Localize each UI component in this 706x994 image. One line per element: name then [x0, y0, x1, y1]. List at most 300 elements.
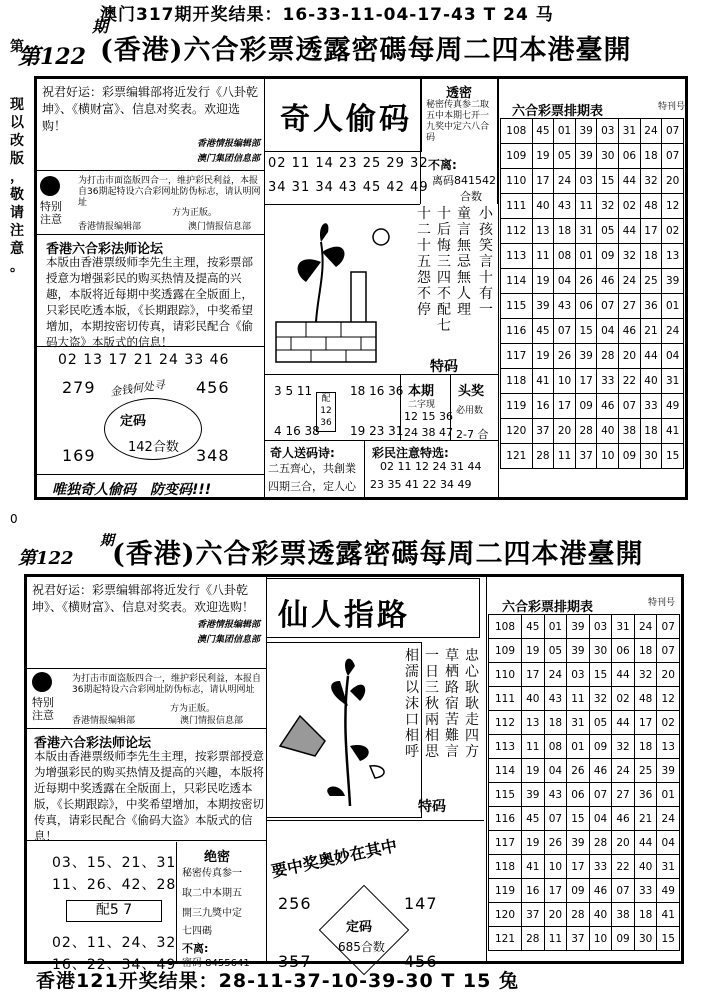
schedule-number-cell: 44 [640, 344, 662, 369]
schedule-number-cell: 19 [532, 144, 554, 169]
notice-text: 祝君好运：彩票编辑部将近发行《八卦乾坤》、《横财富》、信息对奖表。欢迎选购！ [32, 583, 255, 614]
schedule-number-cell: 33 [640, 394, 662, 419]
divider [498, 76, 499, 500]
divider [266, 820, 484, 821]
pei-box: 配5 7 [66, 900, 162, 922]
schedule-number-cell: 11 [575, 194, 597, 219]
schedule-number-cell: 17 [640, 219, 662, 244]
schedule-number-cell: 09 [575, 394, 597, 419]
schedule-number-cell: 28 [575, 419, 597, 444]
schedule-number-cell: 37 [567, 927, 590, 951]
pair-left-1: 3 5 11 [274, 384, 313, 398]
schedule-number-cell: 39 [532, 294, 554, 319]
schedule-row [489, 759, 680, 783]
schedule-row [501, 294, 684, 319]
benqi-sub: 二字现 [408, 400, 436, 410]
leak-title-bottom: 绝密 [204, 850, 231, 865]
schedule-number-cell: 08 [544, 735, 567, 759]
schedule-number-cell: 30 [589, 639, 612, 663]
schedule-number-cell: 07 [619, 394, 641, 419]
schedule-number-cell: 01 [662, 294, 684, 319]
schedule-number-cell: 08 [554, 244, 576, 269]
forum-body: 本版由香港票级师李先生主理，按彩票部授意为增强彩民的购买热情及提高的兴趣，本版将近每期中奖透露在全版面上，只彩民吃透本版，《长期跟踪》，中奖希望增加，本期按密切传真，请彩民配合《偷码大盗》本版式的信息！ [46, 255, 253, 349]
schedule-number-cell: 07 [657, 615, 680, 639]
schedule-number-cell: 33 [634, 879, 657, 903]
schedule-row [501, 269, 684, 294]
divider [26, 728, 266, 729]
special-sign-2: 澳门情报信息部 [188, 222, 252, 232]
schedule-number-cell: 10 [589, 927, 612, 951]
schedule-number-cell: 31 [657, 855, 680, 879]
schedule-number-cell: 45 [522, 615, 545, 639]
divider [486, 574, 487, 964]
schedule-number-cell: 01 [554, 119, 576, 144]
schedule-number-cell: 11 [554, 444, 576, 469]
schedule-number-cell: 19 [522, 639, 545, 663]
schedule-number-cell: 39 [522, 783, 545, 807]
schedule-row [501, 394, 684, 419]
schedule-number-cell: 26 [554, 344, 576, 369]
schedule-number-cell: 39 [662, 269, 684, 294]
schedule-number-cell: 18 [640, 144, 662, 169]
schedule-number-cell: 36 [634, 783, 657, 807]
leak-bl-bottom: 不离: [182, 942, 209, 955]
schedule-issue-cell: 108 [501, 119, 533, 144]
schedule-number-cell: 06 [575, 294, 597, 319]
schedule-number-cell: 17 [532, 169, 554, 194]
schedule-number-cell: 32 [597, 194, 619, 219]
poem2-b: 四期三合，定人心 [268, 480, 356, 493]
schedule-number-cell: 40 [589, 903, 612, 927]
schedule-number-cell: 44 [634, 831, 657, 855]
schedule-issue-cell: 112 [501, 219, 533, 244]
schedule-issue-cell: 110 [501, 169, 533, 194]
schedule-number-cell: 41 [662, 419, 684, 444]
ring-number-4: 348 [196, 446, 230, 465]
schedule-number-cell: 19 [522, 759, 545, 783]
schedule-number-cell: 07 [612, 879, 635, 903]
schedule-row [489, 615, 680, 639]
schedule-number-cell: 28 [532, 444, 554, 469]
schedule-table-bottom [488, 614, 680, 951]
schedule-number-cell: 17 [554, 394, 576, 419]
poem-col-2: 童言無忌無人理 [457, 206, 471, 318]
schedule-number-cell: 07 [657, 639, 680, 663]
bottom-poem-col-1: 忠心耿耿走四方 [465, 648, 479, 760]
schedule-number-cell: 43 [554, 294, 576, 319]
schedule-number-cell: 24 [619, 269, 641, 294]
divider [264, 76, 265, 500]
schedule-number-cell: 18 [544, 711, 567, 735]
schedule-row [501, 319, 684, 344]
special-sel-1: 02 11 12 24 31 44 [380, 460, 482, 473]
schedule-number-cell: 12 [657, 687, 680, 711]
bottom-poem-col-2: 草栖路宿苦難言 [445, 648, 459, 760]
schedule-number-cell: 02 [657, 711, 680, 735]
schedule-number-cell: 03 [575, 169, 597, 194]
forum-numbers: 02 13 17 21 24 33 46 [58, 352, 230, 368]
schedule-row [501, 219, 684, 244]
leak-line-2: 取二中本期五 [182, 888, 242, 899]
schedule-number-cell: 32 [634, 663, 657, 687]
notice-top [42, 84, 260, 165]
bottom-ring-3: 357 [278, 952, 312, 971]
schedule-issue-cell: 114 [489, 759, 522, 783]
schedule-number-cell: 39 [567, 831, 590, 855]
notice-text: 祝君好运：彩票编辑部将近发行《八卦乾坤》、《横财富》、信息对奖表。欢迎选购！ [42, 85, 259, 133]
schedule-issue-cell: 118 [489, 855, 522, 879]
schedule-row [489, 831, 680, 855]
schedule-number-cell: 10 [597, 444, 619, 469]
special-legal: 方为正版。 [170, 704, 216, 714]
schedule-number-cell: 31 [612, 615, 635, 639]
leak-sum: 合数 [460, 190, 482, 203]
schedule-number-cell: 46 [597, 269, 619, 294]
schedule-number-cell: 44 [612, 663, 635, 687]
divider [34, 234, 264, 235]
schedule-row [501, 419, 684, 444]
schedule-row [501, 194, 684, 219]
schedule-number-cell: 20 [619, 344, 641, 369]
schedule-number-cell: 43 [544, 687, 567, 711]
schedule-number-cell: 16 [532, 394, 554, 419]
schedule-number-cell: 09 [619, 444, 641, 469]
issue-label: 期 [92, 17, 109, 36]
schedule-row [489, 855, 680, 879]
schedule-number-cell: 46 [597, 394, 619, 419]
schedule-issue-cell: 120 [501, 419, 533, 444]
schedule-number-cell: 32 [619, 244, 641, 269]
forum-title: 香港六合彩法师论坛 [34, 736, 152, 751]
schedule-number-cell: 13 [662, 244, 684, 269]
schedule-number-cell: 46 [589, 759, 612, 783]
ring-number-3: 169 [62, 446, 96, 465]
schedule-issue-cell: 118 [501, 369, 533, 394]
headline-top: (香港)六合彩票透露密碼每周二四本港臺開 [100, 35, 632, 66]
schedule-row [489, 663, 680, 687]
bottom-ding-count: 685合数 [338, 940, 385, 954]
divider [34, 474, 264, 475]
schedule-issue-cell: 111 [489, 687, 522, 711]
schedule-number-cell: 39 [575, 144, 597, 169]
schedule-number-cell: 06 [567, 783, 590, 807]
special-text: 为打击市面盗版四合一，维护彩民利益，本报自36期起特设六合彩网址防伪标志，请认明网址 [72, 674, 262, 695]
bottom-ding-label: 定码 [346, 920, 373, 935]
schedule-issue-cell: 115 [501, 294, 533, 319]
schedule-number-cell: 09 [567, 879, 590, 903]
schedule-number-cell: 15 [662, 444, 684, 469]
schedule-number-cell: 11 [522, 735, 545, 759]
num-row-1: 02 11 14 23 25 29 32 [268, 156, 429, 171]
divider [26, 668, 266, 669]
schedule-number-cell: 37 [532, 419, 554, 444]
schedule-number-cell: 07 [662, 144, 684, 169]
schedule-number-cell: 18 [554, 219, 576, 244]
special-sel-title: 彩民注意特选: [372, 446, 449, 460]
schedule-number-cell: 43 [544, 783, 567, 807]
schedule-number-cell: 28 [522, 927, 545, 951]
notice-bottom [32, 582, 260, 646]
schedule-number-cell: 38 [619, 419, 641, 444]
schedule-number-cell: 01 [567, 735, 590, 759]
schedule-number-cell: 40 [522, 687, 545, 711]
bottom-result-banner: 香港121开奖结果：28-11-37-10-39-30 T 15 兔 [36, 970, 519, 992]
schedule-row [489, 783, 680, 807]
schedule-issue-cell: 121 [501, 444, 533, 469]
leak-line-1: 秘密传真参一 [182, 868, 242, 879]
schedule-number-cell: 32 [612, 735, 635, 759]
schedule-number-cell: 19 [532, 269, 554, 294]
schedule-number-cell: 10 [544, 855, 567, 879]
schedule-number-cell: 05 [589, 711, 612, 735]
ring-number-1: 279 [62, 378, 96, 397]
leak-code: 离码841542 [432, 174, 496, 187]
schedule-number-cell: 22 [619, 369, 641, 394]
schedule-row [501, 169, 684, 194]
schedule-number-cell: 20 [612, 831, 635, 855]
schedule-number-cell: 17 [544, 879, 567, 903]
divider [264, 374, 498, 375]
bottom-nums-c: 02、11、24、32 [52, 935, 177, 951]
divider [400, 374, 401, 440]
schedule-number-cell: 31 [619, 119, 641, 144]
schedule-number-cell: 19 [522, 831, 545, 855]
schedule-table-top [500, 118, 684, 469]
schedule-number-cell: 05 [554, 144, 576, 169]
schedule-number-cell: 31 [662, 369, 684, 394]
leak-line-3: 開三九獎中定 [182, 908, 242, 919]
schedule-number-cell: 33 [589, 855, 612, 879]
schedule-row [501, 144, 684, 169]
plant-wall-illustration [266, 212, 406, 372]
issue-label-bottom: 期 [100, 533, 114, 549]
special-code-bottom: 特码 [418, 799, 446, 815]
divider [34, 346, 264, 347]
schedule-number-cell: 20 [657, 663, 680, 687]
schedule-number-cell: 11 [532, 244, 554, 269]
schedule-row [501, 369, 684, 394]
schedule-number-cell: 06 [612, 639, 635, 663]
issue-number: 第122 [18, 44, 86, 70]
schedule-number-cell: 24 [544, 663, 567, 687]
schedule-number-cell: 15 [597, 169, 619, 194]
issue-number-bottom: 第122 [18, 548, 74, 569]
schedule-number-cell: 03 [589, 615, 612, 639]
leak-bl: 不离: [428, 158, 457, 172]
schedule-number-cell: 07 [662, 119, 684, 144]
schedule-title-bottom: 六合彩票排期表 [502, 600, 594, 615]
schedule-issue-cell: 120 [489, 903, 522, 927]
schedule-issue-cell: 119 [501, 394, 533, 419]
schedule-number-cell: 07 [597, 294, 619, 319]
schedule-number-cell: 11 [544, 927, 567, 951]
schedule-number-cell: 18 [634, 903, 657, 927]
schedule-number-cell: 09 [612, 927, 635, 951]
schedule-number-cell: 11 [567, 687, 590, 711]
pair-right-1: 18 16 36 [350, 384, 404, 398]
schedule-issue-cell: 117 [489, 831, 522, 855]
tou-title: 头奖 [458, 384, 485, 399]
schedule-number-cell: 37 [522, 903, 545, 927]
schedule-number-cell: 18 [640, 419, 662, 444]
schedule-number-cell: 15 [567, 807, 590, 831]
schedule-number-cell: 49 [662, 394, 684, 419]
pair-box: 配 12 36 [316, 392, 336, 432]
leak-code-bottom: 密码 8455641 [182, 958, 250, 969]
schedule-number-cell: 40 [532, 194, 554, 219]
schedule-issue-cell: 113 [501, 244, 533, 269]
schedule-number-cell: 31 [575, 219, 597, 244]
schedule-issue-cell: 116 [489, 807, 522, 831]
schedule-number-cell: 27 [619, 294, 641, 319]
schedule-number-cell: 09 [589, 735, 612, 759]
bottom-ring-4: 456 [404, 952, 438, 971]
schedule-number-cell: 24 [612, 759, 635, 783]
bomb-icon [32, 672, 52, 692]
schedule-number-cell: 24 [657, 807, 680, 831]
schedule-issue-cell: 112 [489, 711, 522, 735]
schedule-badge-top: 特刊号 [658, 102, 686, 112]
schedule-number-cell: 12 [662, 194, 684, 219]
schedule-title-top: 六合彩票排期表 [512, 104, 604, 119]
special-sign-1: 香港情报编辑部 [72, 716, 136, 726]
schedule-badge-bottom: 特刊号 [648, 598, 676, 608]
ring-ding-count: 142合数 [128, 440, 179, 455]
schedule-row [489, 903, 680, 927]
schedule-number-cell: 03 [597, 119, 619, 144]
schedule-number-cell: 17 [575, 369, 597, 394]
schedule-number-cell: 17 [567, 855, 590, 879]
arc-text: 要中奖奥妙在其中 [269, 835, 399, 882]
bottom-poem-col-3: 一日三秋兩相思 [425, 648, 439, 760]
schedule-number-cell: 15 [657, 927, 680, 951]
schedule-number-cell: 04 [662, 344, 684, 369]
schedule-number-cell: 04 [554, 269, 576, 294]
schedule-number-cell: 32 [589, 687, 612, 711]
schedule-number-cell: 21 [640, 319, 662, 344]
schedule-number-cell: 41 [657, 903, 680, 927]
notice-sign-2: 澳门集团信息部 [196, 154, 260, 164]
schedule-number-cell: 37 [575, 444, 597, 469]
poem-col-3: 十后悔三四不配七 [437, 206, 451, 334]
schedule-number-cell: 15 [575, 319, 597, 344]
schedule-number-cell: 30 [634, 927, 657, 951]
tou-val: 2-7 合 [456, 428, 489, 441]
schedule-number-cell: 28 [597, 344, 619, 369]
schedule-number-cell: 09 [597, 244, 619, 269]
schedule-number-cell: 17 [634, 711, 657, 735]
bottom-nums-a: 03、15、21、31 [52, 855, 177, 871]
side-notice: 第 现 以 改 版 ， 敬 请 注 意 。 [10, 39, 24, 275]
schedule-number-cell: 39 [657, 759, 680, 783]
schedule-number-cell: 10 [554, 369, 576, 394]
schedule-number-cell: 15 [589, 663, 612, 687]
benqi-title: 本期 [408, 384, 435, 399]
divider [450, 374, 451, 440]
schedule-number-cell: 04 [544, 759, 567, 783]
schedule-number-cell: 39 [575, 344, 597, 369]
schedule-number-cell: 44 [619, 169, 641, 194]
schedule-number-cell: 19 [532, 344, 554, 369]
schedule-number-cell: 04 [597, 319, 619, 344]
tree-rock-illustration [270, 646, 418, 814]
leak-line-4: 七四碼 [182, 926, 212, 937]
schedule-number-cell: 40 [634, 855, 657, 879]
schedule-number-cell: 20 [554, 419, 576, 444]
divider [264, 440, 498, 441]
divider [26, 840, 266, 841]
schedule-row [489, 927, 680, 951]
schedule-number-cell: 28 [567, 903, 590, 927]
schedule-number-cell: 46 [612, 807, 635, 831]
schedule-number-cell: 17 [522, 663, 545, 687]
poem-col-4: 十二十五怨不停 [417, 206, 431, 318]
schedule-row [489, 687, 680, 711]
schedule-number-cell: 07 [589, 783, 612, 807]
schedule-row [489, 879, 680, 903]
schedule-number-cell: 46 [619, 319, 641, 344]
schedule-issue-cell: 109 [501, 144, 533, 169]
schedule-row [501, 444, 684, 469]
schedule-number-cell: 38 [612, 903, 635, 927]
ring-ding-label: 定码 [120, 414, 147, 429]
schedule-number-cell: 24 [634, 615, 657, 639]
schedule-number-cell: 26 [575, 269, 597, 294]
benqi-nums-1: 12 15 36 [404, 410, 453, 423]
schedule-number-cell: 01 [575, 244, 597, 269]
divider [34, 170, 264, 171]
schedule-number-cell: 32 [640, 169, 662, 194]
bottom-poem-col-4: 相濡以沫口相呼 [405, 648, 419, 760]
schedule-issue-cell: 116 [501, 319, 533, 344]
schedule-number-cell: 25 [640, 269, 662, 294]
schedule-number-cell: 41 [522, 855, 545, 879]
schedule-issue-cell: 110 [489, 663, 522, 687]
special-text: 为打击市面盗版四合一，维护彩民利益，本报自36期起特设六合彩网址防伪标志，请认明网址 [78, 176, 261, 208]
schedule-number-cell: 07 [544, 807, 567, 831]
schedule-number-cell: 26 [567, 759, 590, 783]
schedule-issue-cell: 117 [501, 344, 533, 369]
schedule-issue-cell: 121 [489, 927, 522, 951]
schedule-number-cell: 39 [567, 615, 590, 639]
forum-title: 香港六合彩法师论坛 [46, 242, 164, 257]
schedule-number-cell: 18 [634, 735, 657, 759]
schedule-issue-cell: 114 [501, 269, 533, 294]
special-label: 特别注意 [32, 696, 54, 722]
schedule-number-cell: 39 [567, 639, 590, 663]
ring-arc-text: 金钱何处寻 [109, 378, 166, 399]
slogan: 唯独奇人偷码 防变码!!! [52, 482, 212, 498]
schedule-number-cell: 43 [554, 194, 576, 219]
leak-text: 秘密传真参二取五中本期七开一九奖中定六八合码 [426, 100, 490, 143]
divider [264, 204, 420, 205]
schedule-number-cell: 22 [612, 855, 635, 879]
margin-mark: 0 [10, 512, 18, 526]
poem2-a: 二五齊心，共創業 [268, 462, 356, 475]
schedule-number-cell: 48 [640, 194, 662, 219]
poem-col-1: 小孩笑言十有一 [479, 206, 493, 318]
schedule-row [501, 244, 684, 269]
schedule-issue-cell: 115 [489, 783, 522, 807]
schedule-number-cell: 13 [657, 735, 680, 759]
special-sign-2: 澳门情报信息部 [180, 716, 244, 726]
schedule-number-cell: 07 [554, 319, 576, 344]
special-legal: 方为正版。 [172, 208, 218, 218]
schedule-number-cell: 03 [567, 663, 590, 687]
schedule-number-cell: 16 [522, 879, 545, 903]
schedule-number-cell: 48 [634, 687, 657, 711]
schedule-issue-cell: 108 [489, 615, 522, 639]
